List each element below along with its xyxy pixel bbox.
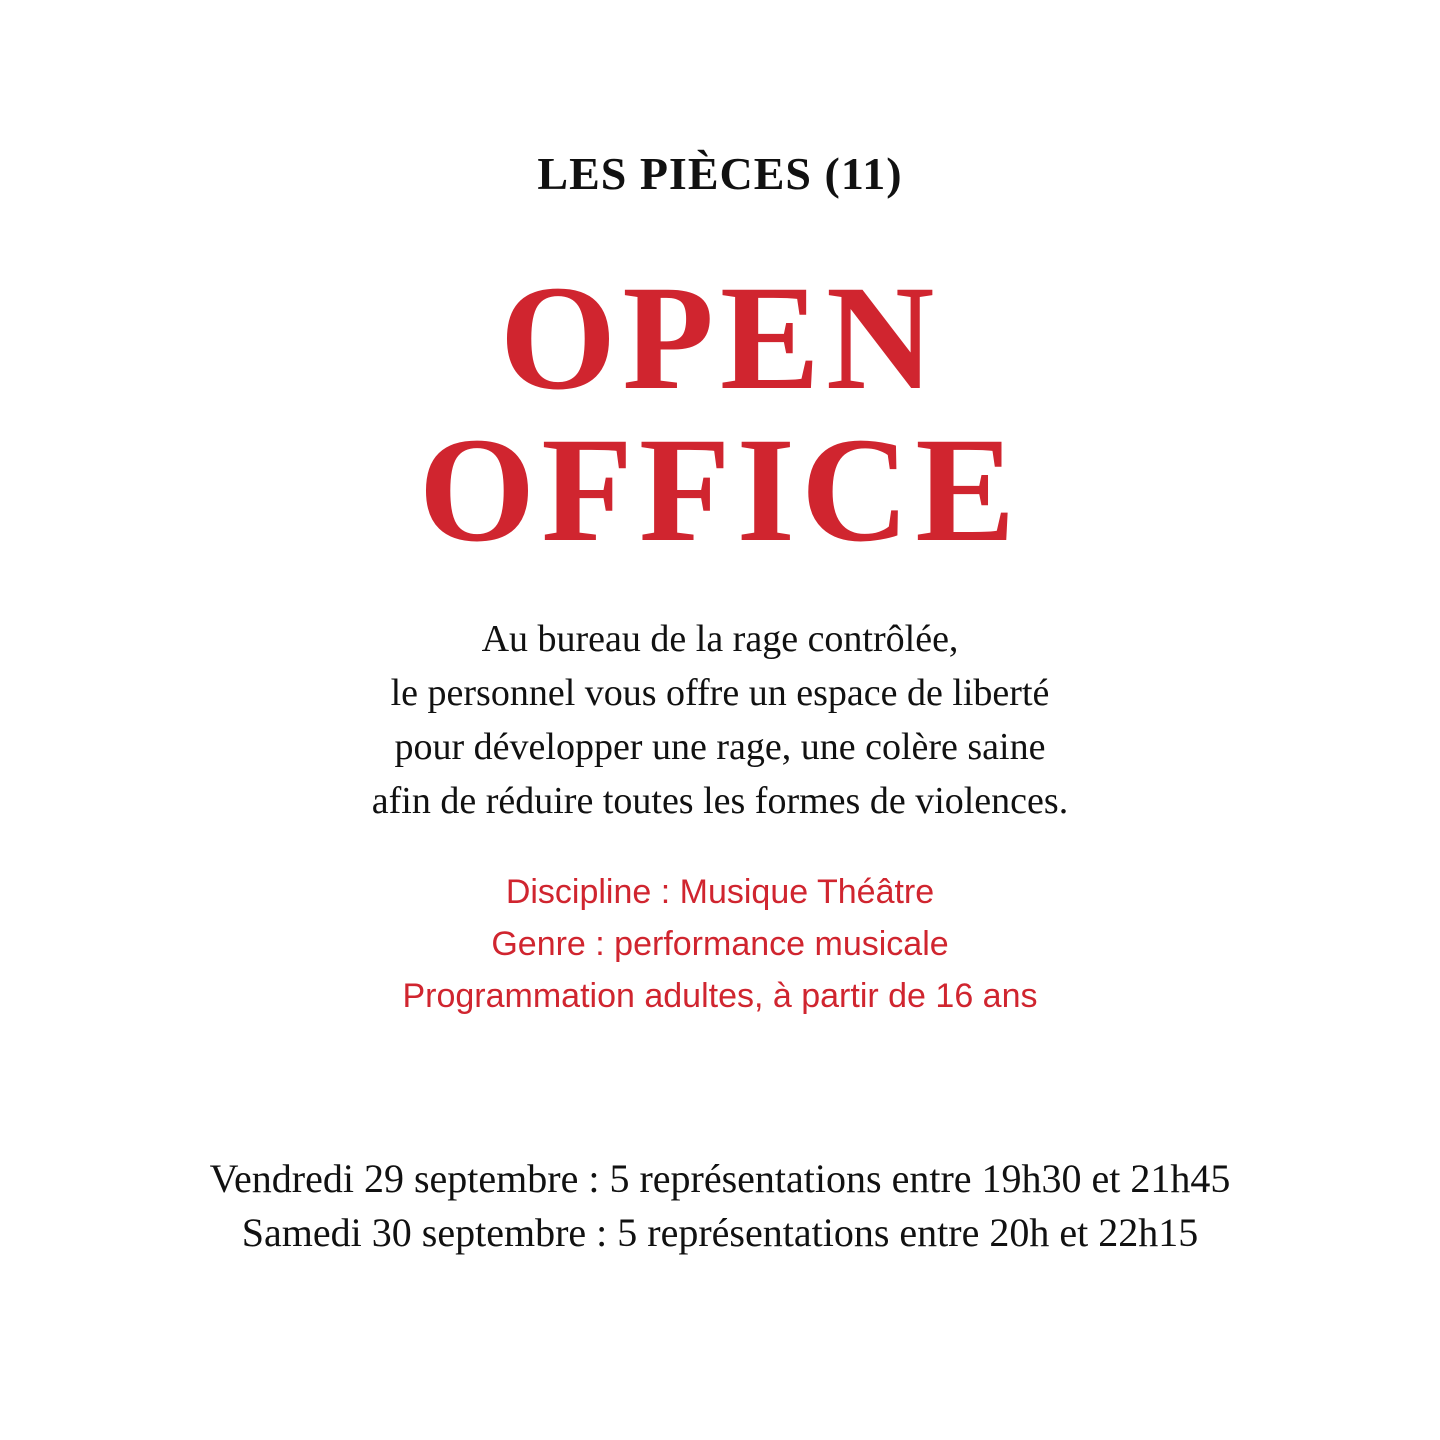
show-info (0, 866, 1440, 1022)
show-description (0, 612, 1440, 828)
description-line: le personnel vous offre un espace de liberté (390, 672, 1050, 714)
show-title-line-1: OPEN (499, 255, 941, 421)
schedule-friday: Vendredi 29 septembre : 5 représentations entre 19h30 et 21h45 (209, 1156, 1231, 1201)
schedule-saturday: Samedi 30 septembre : 5 représentations entre 20h et 22h15 (241, 1210, 1199, 1255)
info-discipline: Discipline : Musique Théâtre (505, 873, 935, 911)
show-title-line-2: OFFICE (418, 407, 1022, 573)
description-line: afin de réduire toutes les formes de violences. (371, 780, 1069, 822)
section-kicker: LES PIÈCES (11) (537, 148, 903, 199)
info-audience: Programmation adultes, à partir de 16 ans (402, 977, 1038, 1015)
info-genre: Genre : performance musicale (491, 925, 949, 963)
description-line: pour développer une rage, une colère saine (394, 726, 1046, 768)
show-schedule (0, 1152, 1440, 1260)
description-line: Au bureau de la rage contrôlée, (481, 618, 959, 660)
show-title (0, 255, 1440, 573)
